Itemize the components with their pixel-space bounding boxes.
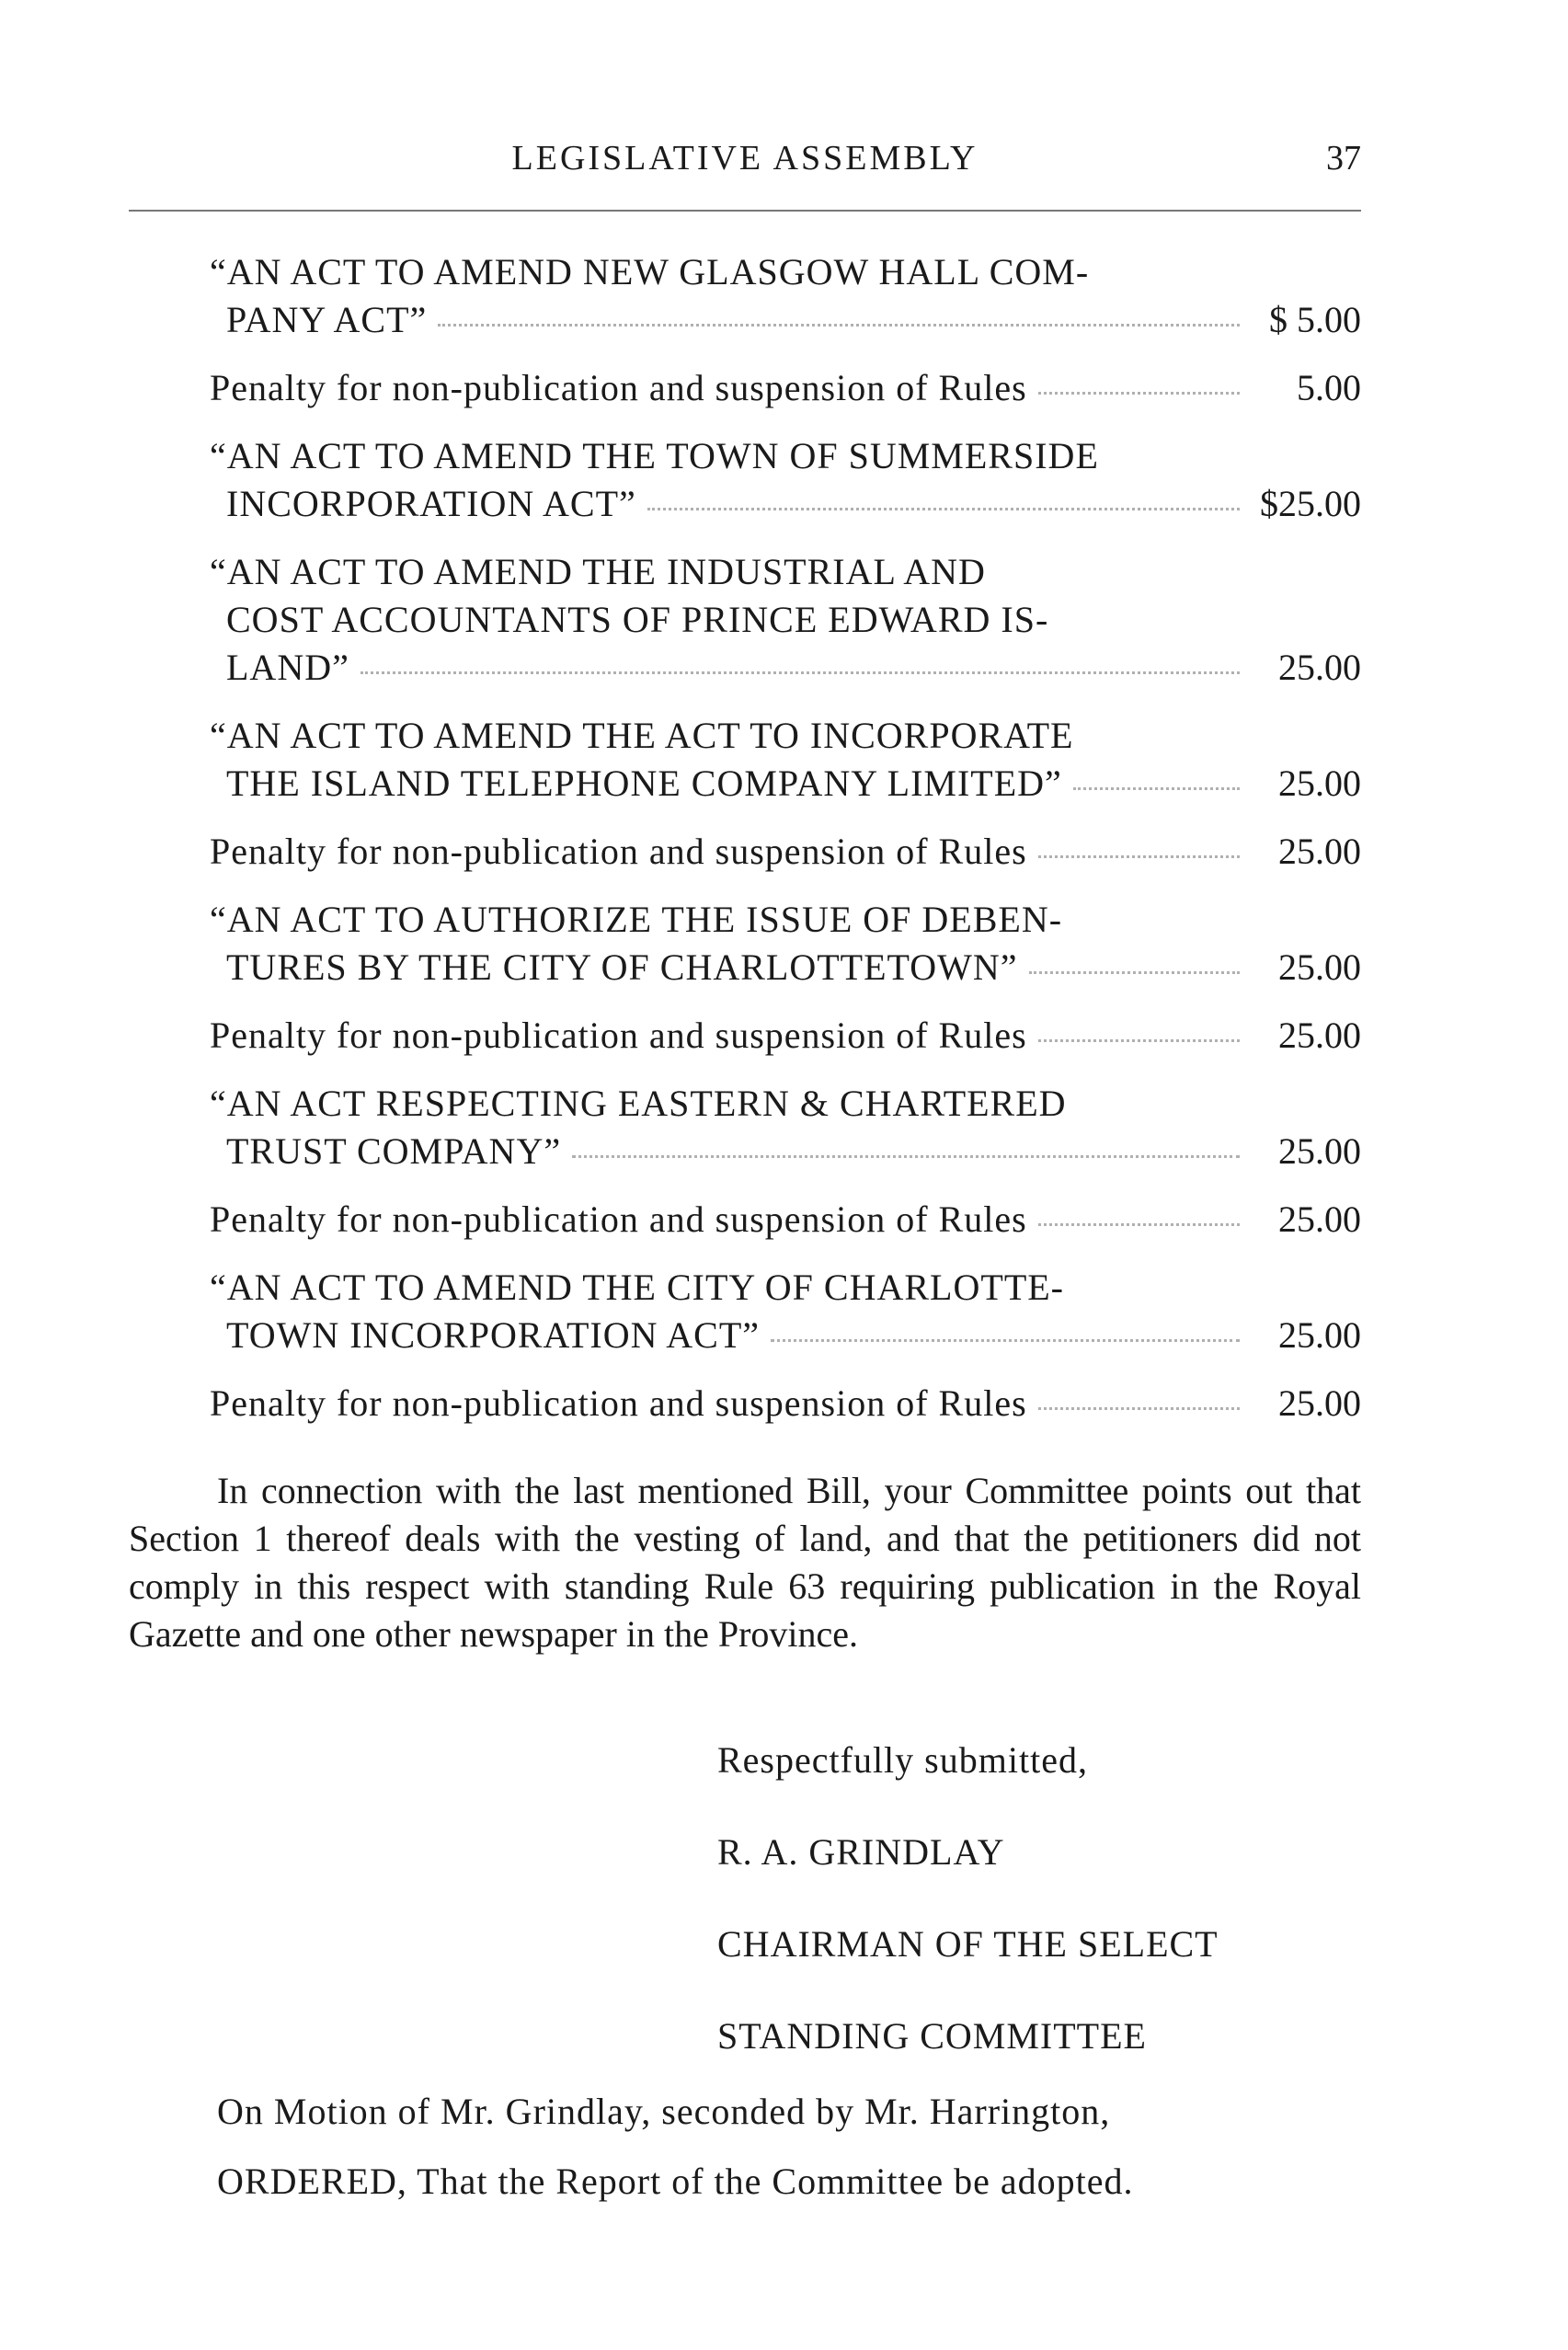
closing-text: Respectfully submitted, xyxy=(717,1739,1088,1781)
act-title-line: “AN ACT TO AUTHORIZE THE ISSUE OF DEBEN- xyxy=(210,899,1063,940)
act-entry xyxy=(210,432,1361,528)
act-title-line: “AN ACT TO AMEND THE TOWN OF SUMMERSIDE xyxy=(210,435,1099,476)
dot-leader xyxy=(1038,392,1240,395)
fee-amount: 25.00 xyxy=(1278,831,1361,872)
penalty-text: Penalty for non-publication and suspension of Rules xyxy=(210,1198,1027,1240)
fee-amount: 5.00 xyxy=(1297,367,1361,408)
penalty-row xyxy=(210,364,1361,412)
act-title-line: “AN ACT TO AMEND NEW GLASGOW HALL COM- xyxy=(210,251,1090,292)
dot-leader xyxy=(361,671,1240,674)
penalty-row xyxy=(210,828,1361,876)
act-entry xyxy=(210,548,1361,692)
dot-leader xyxy=(1038,1407,1240,1410)
fee-amount: $ 5.00 xyxy=(1269,299,1361,340)
act-title-last-line xyxy=(210,644,1361,692)
chairman-name: R. A. GRINDLAY xyxy=(717,1831,1005,1873)
act-entry xyxy=(210,1264,1361,1359)
act-title-text: TOWN INCORPORATION ACT” xyxy=(226,1314,761,1356)
committee-note-paragraph: In connection with the last mentioned Bill, your Committee points out that Section 1 thereof deals with the vesting of land, and that the petitioners did not comply in this respect with standing Rule 63 requiring publication in the Royal Gazette and one other newspaper in the Province. xyxy=(129,1470,1361,1655)
header-rule xyxy=(129,210,1361,212)
act-title-last-line xyxy=(210,1312,1361,1359)
order-text: ORDERED, That the Report of the Committee be adopted. xyxy=(217,2161,1134,2202)
dot-leader xyxy=(647,508,1240,510)
dot-leader xyxy=(438,324,1240,327)
dot-leader xyxy=(1029,971,1240,974)
act-title-last-line xyxy=(210,944,1361,992)
act-title-text: LAND” xyxy=(226,647,349,688)
motion-block xyxy=(217,2088,1367,2228)
penalty-row xyxy=(210,1196,1361,1244)
fee-amount: 25.00 xyxy=(1278,1314,1361,1356)
fee-list xyxy=(210,248,1361,1448)
act-title-text: INCORPORATION ACT” xyxy=(226,483,636,524)
penalty-text: Penalty for non-publication and suspension of Rules xyxy=(210,1382,1027,1424)
penalty-row xyxy=(210,1380,1361,1427)
penalty-text: Penalty for non-publication and suspension of Rules xyxy=(210,1015,1027,1056)
dot-leader xyxy=(1073,787,1240,790)
fee-amount: 25.00 xyxy=(1278,762,1361,804)
act-title-line: “AN ACT RESPECTING EASTERN & CHARTERED xyxy=(210,1083,1067,1124)
act-title-last-line xyxy=(210,480,1361,528)
act-entry xyxy=(210,248,1361,344)
dot-leader xyxy=(771,1339,1240,1342)
act-title-last-line xyxy=(210,1128,1361,1175)
act-entry xyxy=(210,896,1361,992)
act-title-text: THE ISLAND TELEPHONE COMPANY LIMITED” xyxy=(226,762,1062,804)
motion-text: On Motion of Mr. Grindlay, seconded by Mr. Harrington, xyxy=(217,2091,1111,2132)
fee-amount: 25.00 xyxy=(1278,647,1361,688)
act-title-text: PANY ACT” xyxy=(226,299,428,340)
act-title-line: “AN ACT TO AMEND THE ACT TO INCORPORATE xyxy=(210,715,1074,756)
fee-amount: 25.00 xyxy=(1278,946,1361,988)
act-title-line: “AN ACT TO AMEND THE INDUSTRIAL AND xyxy=(210,551,986,592)
chairman-title-line-1: CHAIRMAN OF THE SELECT xyxy=(717,1923,1219,1965)
fee-amount: 25.00 xyxy=(1278,1382,1361,1424)
act-title-last-line xyxy=(210,760,1361,808)
penalty-text: Penalty for non-publication and suspension of Rules xyxy=(210,367,1027,408)
act-title-text: TURES BY THE CITY OF CHARLOTTETOWN” xyxy=(226,946,1018,988)
penalty-row xyxy=(210,1012,1361,1060)
act-entry xyxy=(210,712,1361,808)
dot-leader xyxy=(1038,1223,1240,1226)
penalty-text: Penalty for non-publication and suspension of Rules xyxy=(210,831,1027,872)
page-number: 37 xyxy=(1326,139,1361,178)
dot-leader xyxy=(1038,1039,1240,1042)
act-title-last-line xyxy=(210,296,1361,344)
fee-amount: $25.00 xyxy=(1260,483,1361,524)
fee-amount: 25.00 xyxy=(1278,1198,1361,1240)
act-title-line: COST ACCOUNTANTS OF PRINCE EDWARD IS- xyxy=(226,599,1049,640)
act-entry xyxy=(210,1080,1361,1175)
signature-block xyxy=(717,1737,1361,2104)
dot-leader xyxy=(572,1155,1240,1158)
running-title: LEGISLATIVE ASSEMBLY xyxy=(511,139,979,178)
dot-leader xyxy=(1038,855,1240,858)
chairman-title-line-2: STANDING COMMITTEE xyxy=(717,2015,1147,2057)
fee-amount: 25.00 xyxy=(1278,1130,1361,1172)
fee-amount: 25.00 xyxy=(1278,1015,1361,1056)
act-title-text: TRUST COMPANY” xyxy=(226,1130,562,1172)
running-head xyxy=(129,138,1361,193)
act-title-line: “AN ACT TO AMEND THE CITY OF CHARLOTTE- xyxy=(210,1267,1064,1308)
